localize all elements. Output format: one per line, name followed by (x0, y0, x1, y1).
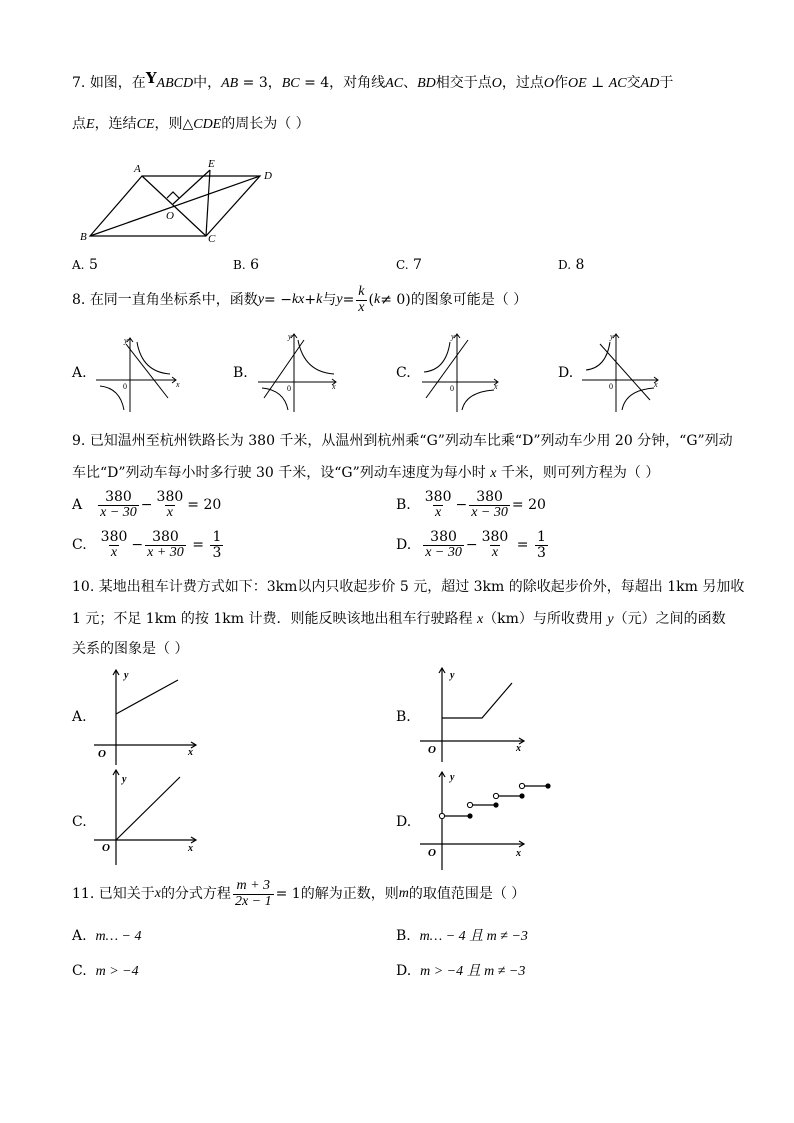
q11-option-d[interactable]: D. m > −4 且 m ≠ −3 (396, 963, 526, 979)
q8-graph-d (582, 334, 658, 412)
q9-line1: 9. 已知温州至杭州铁路长为 380 千米，从温州到杭州乘“G”列动车比乘“D”列动车少用 20 分钟，“G”列动 (72, 433, 733, 449)
q9-line2: 车比“D”列动车每小时多行驶 30 千米，设“G”列动车速度为每小时 x 千米，则可列方程为（ ） (72, 465, 660, 481)
q8c-line (426, 340, 468, 398)
q8-fraction: $\frac{k}{x}$ (358, 283, 365, 315)
segment-ce (206, 170, 210, 236)
svg-text:y: y (451, 332, 455, 341)
q10-graph-d (420, 772, 548, 870)
q7-option-c[interactable]: C. 7 (396, 257, 422, 273)
q8-option-b[interactable]: B. (233, 365, 248, 381)
svg-text:O: O (428, 847, 436, 859)
label-b: B (80, 231, 87, 243)
q10d-closed-1 (467, 813, 472, 818)
q10-line2: 1 元；不足 1km 的按 1km 计费．则能反映该地出租车行驶路程 x（km）与所收费用 y（元）之间的函数 (72, 611, 726, 627)
q8c-hyperbola-4 (462, 390, 494, 410)
q8-option-a[interactable]: A. (72, 365, 87, 381)
q8-option-d[interactable]: D. (558, 365, 574, 381)
svg-text:y: y (124, 336, 128, 345)
q11-option-a[interactable]: A. m… − 4 (72, 928, 142, 944)
q8d-line (600, 344, 650, 400)
q10-option-a[interactable]: A. (72, 709, 87, 725)
q7-option-d[interactable]: D. 8 (558, 257, 585, 273)
svg-text:x: x (494, 382, 498, 391)
q11-option-c[interactable]: C. m > −4 (72, 963, 139, 979)
q8c-hyperbola-2 (424, 342, 450, 372)
q10d-open-4 (519, 783, 524, 788)
q8-stem: 8. 在同一直角坐标系中，函数 y = − kx + k 与 y = $\frac{k}{x}$ ( k ≠ 0) 的图象可能是（ ） (72, 283, 528, 315)
q7-stem-line2: 点E，连结CE，则△CDE的周长为（ ） (72, 116, 310, 132)
svg-text:O: O (102, 842, 110, 854)
label-e: E (208, 158, 215, 170)
q11-option-b[interactable]: B. m… − 4 且 m ≠ −3 (396, 928, 528, 944)
svg-text:x: x (654, 380, 658, 389)
svg-text:y: y (288, 332, 292, 341)
q8b-line (264, 340, 304, 398)
q10-option-c[interactable]: C. (72, 814, 87, 830)
q8d-hyperbola-4 (622, 388, 654, 410)
q10-graph-c (94, 770, 196, 865)
segment-oe (173, 170, 210, 204)
q10a-line (116, 680, 178, 714)
q7-option-b[interactable]: B. 6 (233, 257, 260, 273)
q10d-closed-3 (519, 793, 524, 798)
q7-stem-line1: 7. 如图，在YABCD中，AB = 3，BC = 4，对角线AC、BD相交于点O，过点O作OE ⊥ AC交AD于 (72, 69, 674, 91)
q9-option-b[interactable]: B. $\frac{380}{x}$ − $\frac{380}{x - 30}$ = 20 (396, 489, 546, 520)
right-angle-mark (167, 192, 179, 198)
q10-graph-b (420, 668, 524, 762)
label-d: D (264, 170, 272, 182)
svg-text:x: x (516, 743, 521, 754)
svg-text:y: y (450, 772, 455, 783)
q10b-line (442, 683, 512, 718)
diagonal-bd (90, 176, 260, 236)
q8b-hyperbola-1 (298, 340, 334, 374)
q10d-open-2 (467, 802, 472, 807)
parallelogram-abcd (90, 176, 260, 236)
diagonal-ac (142, 176, 206, 236)
q10-option-d[interactable]: D. (396, 814, 412, 830)
q8d-hyperbola-2 (586, 342, 610, 370)
svg-text:x: x (516, 848, 521, 859)
svg-text:0: 0 (287, 384, 291, 393)
q10-graph-a (94, 670, 196, 765)
label-c: C (208, 233, 216, 245)
svg-text:x: x (332, 382, 336, 391)
svg-text:y: y (122, 774, 127, 785)
svg-text:x: x (188, 843, 193, 854)
q7-option-a[interactable]: A. 5 (72, 257, 98, 273)
q8-graph-a (96, 338, 176, 412)
svg-text:O: O (428, 744, 436, 756)
q10-line3: 关系的图象是（ ） (72, 641, 189, 657)
q11-fraction: $\frac{m + 3}{2x - 1}$ (234, 877, 272, 909)
q9-option-a[interactable]: A $\frac{380}{x - 30}$ − $\frac{380}{x}$ = 20 (72, 489, 222, 520)
svg-text:y: y (450, 670, 455, 681)
q9-option-c[interactable]: C. $\frac{380}{x}$ − $\frac{380}{x + 30}$ = $\frac{1}{3}$ (72, 529, 222, 561)
q10-line1: 10. 某地出租车计费方式如下：3km以内只收起步价 5 元，超过 3km 的除收起步价外，每超出 1km 另加收 (72, 579, 745, 595)
q8a-hyperbola-1 (137, 342, 170, 374)
label-a: A (134, 163, 141, 175)
q8-graph-b (258, 334, 336, 412)
q8a-line (126, 344, 168, 398)
q8-option-c[interactable]: C. (396, 365, 411, 381)
svg-text:x: x (176, 380, 180, 389)
svg-text:0: 0 (123, 382, 127, 391)
svg-text:0: 0 (450, 384, 454, 393)
svg-text:y: y (610, 332, 614, 341)
q8a-hyperbola-3 (100, 386, 124, 410)
q10d-closed-4 (545, 783, 550, 788)
q10d-open-3 (493, 793, 498, 798)
q11-stem: 11. 已知关于 x 的分式方程 $\frac{m + 3}{2x - 1}$ = 1 的解为正数，则 m 的取值范围是（ ） (72, 877, 526, 909)
label-o: O (166, 210, 174, 222)
q8-graph-c (422, 334, 498, 412)
q10-option-b[interactable]: B. (396, 709, 411, 725)
svg-text:y: y (124, 670, 129, 681)
q10d-open-1 (439, 813, 444, 818)
q10c-line (116, 777, 180, 840)
q9-option-d[interactable]: D. $\frac{380}{x - 30}$ − $\frac{380}{x}$ = $\frac{1}{3}$ (396, 529, 546, 561)
svg-text:x: x (188, 747, 193, 758)
svg-text:0: 0 (609, 382, 613, 391)
svg-text:O: O (98, 748, 106, 760)
q8b-hyperbola-3 (262, 388, 288, 410)
q10d-closed-2 (493, 802, 498, 807)
